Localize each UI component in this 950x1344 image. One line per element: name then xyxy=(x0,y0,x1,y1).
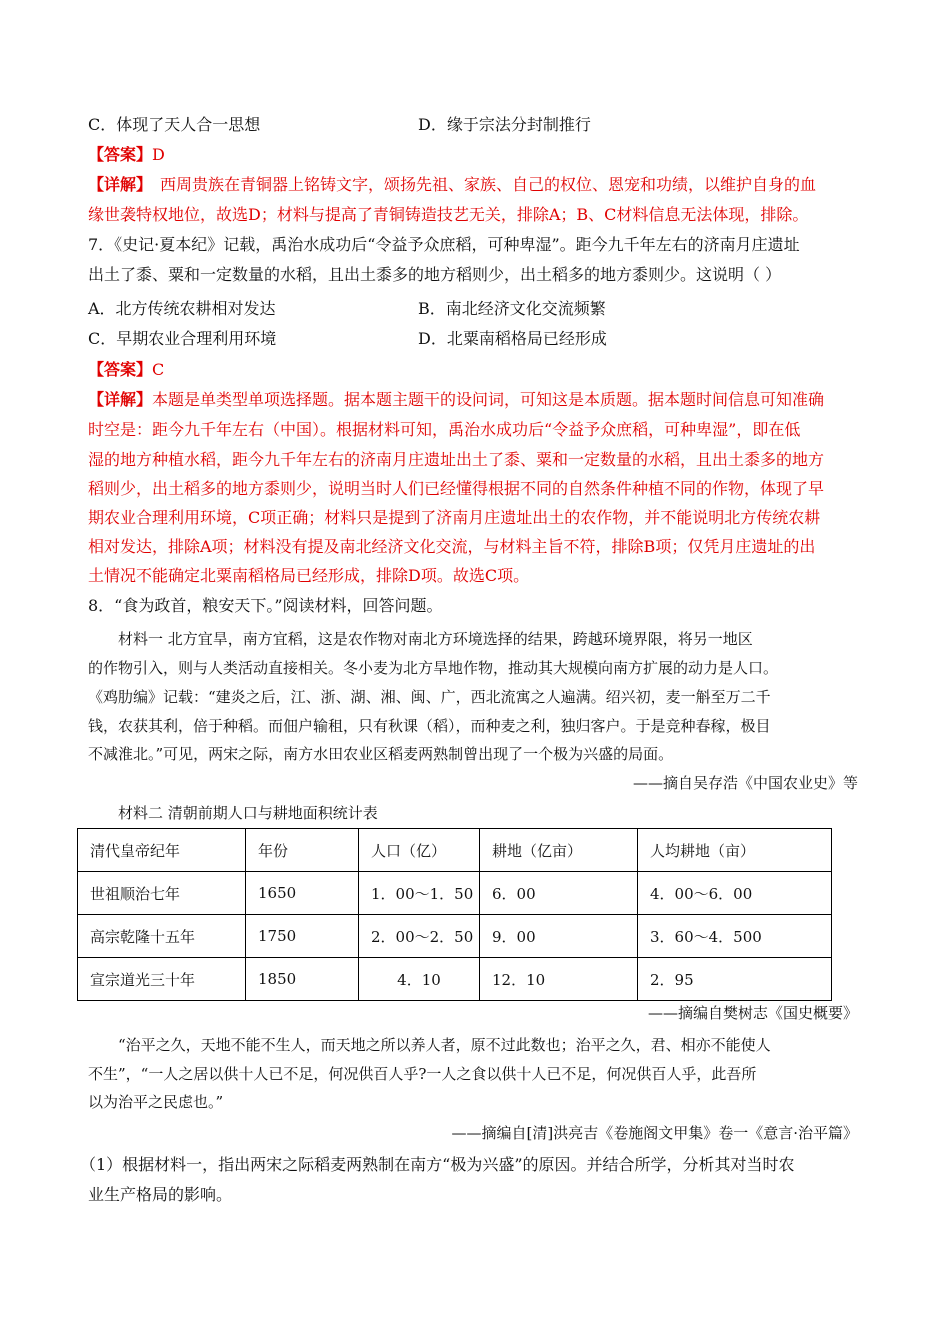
table-header-cell: 年份 xyxy=(246,829,359,872)
q7-option-c: C．早期农业合理利用环境 xyxy=(88,329,277,348)
material2-title: 材料二 清朝前期人口与耕地面积统计表 xyxy=(118,804,378,822)
q7-detail-line-4: 稻则少，出土稻多的地方黍则少，说明当时人们已经懂得根据不同的自然条件种植不同的作物，体现了早 xyxy=(88,479,825,498)
table-cell: 2．95 xyxy=(638,958,832,1001)
q7-detail-line-6: 相对发达，排除A项；材料没有提及南北经济文化交流，与材料主旨不符，排除B项；仅凭月庄遗址的出 xyxy=(88,537,816,556)
q7-detail-line-5: 期农业合理利用环境，C项正确；材料只是提到了济南月庄遗址出土的农作物，并不能说明北方传统农耕 xyxy=(88,508,821,527)
q6-answer xyxy=(88,145,165,165)
quote-source: ——摘编自[清]洪亮吉《卷施阁文甲集》卷一《意言·治平篇》 xyxy=(451,1124,858,1142)
table-cell: 4．00～6．00 xyxy=(638,872,832,915)
q7-detail-line-2: 时空是：距今九千年左右（中国）。根据材料可知，禹治水成功后“令益予众庶稻，可种卑湿”，即在低 xyxy=(88,420,801,439)
q7-detail-line-7: 土情况不能确定北粟南稻格局已经形成，排除D项。故选C项。 xyxy=(88,566,530,585)
q6-option-d: D．缘于宗法分封制推行 xyxy=(418,115,591,134)
table-header-cell: 清代皇帝纪年 xyxy=(78,829,246,872)
material2-source: ——摘编自樊树志《国史概要》 xyxy=(647,1004,858,1022)
sub-question-1-line-2: 业生产格局的影响。 xyxy=(88,1185,233,1204)
table-row xyxy=(78,872,832,915)
table-header-cell: 人均耕地（亩） xyxy=(638,829,832,872)
material1-line-2: 的作物引入，则与人类活动直接相关。冬小麦为北方旱地作物，推动其大规模向南方扩展的动力是人口。 xyxy=(88,659,779,677)
table-cell: 1650 xyxy=(246,872,359,915)
answer-value: D xyxy=(152,145,165,164)
q6-detail-line-2: 缘世袭特权地位，故选D；材料与提高了青铜铸造技艺无关，排除A；B、C材料信息无法体现，排除。 xyxy=(88,205,809,224)
q6-detail-line-1 xyxy=(88,175,816,195)
quote-line-2: 不生”，“一人之居以供十人已不足，何况供百人乎?一人之食以供十人已不足，何况供百人乎，此吾所 xyxy=(88,1065,757,1083)
detail-text: 本题是单类型单项选择题。据本题主题干的设问词，可知这是本质题。据本题时间信息可知准确 xyxy=(152,390,825,409)
material1-line-3: 《鸡肋编》记载：“建炎之后，江、浙、湖、湘、闽、广，西北流寓之人遍满。绍兴初，麦一斛至万二千 xyxy=(88,688,771,706)
quote-line-3: 以为治平之民虑也。” xyxy=(88,1093,224,1111)
table-cell: 1750 xyxy=(246,915,359,958)
table-row xyxy=(78,958,832,1001)
q7-option-a: A．北方传统农耕相对发达 xyxy=(88,299,276,318)
q7-stem-line-1: 7．《史记·夏本纪》记载，禹治水成功后“令益予众庶稻，可种卑湿”。距今九千年左右的济南月庄遗址 xyxy=(88,235,800,254)
material1-line-5: 不减淮北。”可见，两宋之际，南方水田农业区稻麦两熟制曾出现了一个极为兴盛的局面。 xyxy=(88,745,674,763)
q6-option-c: C．体现了天人合一思想 xyxy=(88,115,261,134)
detail-text: 西周贵族在青铜器上铭铸文字，颂扬先祖、家族、自己的权位、恩宠和功绩，以维护自身的血 xyxy=(160,175,817,194)
material1-line-4: 钱，农获其利，倍于种稻。而佃户输租，只有秋课（稻），而种麦之利，独归客户。于是竞种春稼，极目 xyxy=(88,717,771,735)
population-farmland-table xyxy=(77,828,832,1001)
table-cell: 6．00 xyxy=(480,872,638,915)
material1-line-1: 材料一 北方宜旱，南方宜稻，这是农作物对南北方环境选择的结果，跨越环境界限，将另一地区 xyxy=(118,630,753,648)
table-cell: 4．10 xyxy=(359,958,480,1001)
table-cell: 9．00 xyxy=(480,915,638,958)
material1-source: ——摘自吴存浩《中国农业史》等 xyxy=(632,774,858,792)
table-cell: 12．10 xyxy=(480,958,638,1001)
table-header-cell: 耕地（亿亩） xyxy=(480,829,638,872)
table-cell: 1850 xyxy=(246,958,359,1001)
sub-question-1-line-1: （1）根据材料一，指出两宋之际稻麦两熟制在南方“极为兴盛”的原因。并结合所学，分析其对当时农 xyxy=(80,1155,795,1174)
detail-label: 【详解】 xyxy=(88,175,153,194)
table-cell: 世祖顺治七年 xyxy=(78,872,246,915)
answer-label: 【答案】 xyxy=(88,360,153,379)
q7-answer xyxy=(88,360,164,380)
table-cell: 宣宗道光三十年 xyxy=(78,958,246,1001)
table-cell: 1．00～1．50 xyxy=(359,872,480,915)
q7-detail-line-1 xyxy=(88,390,824,410)
q8-stem: 8．“食为政首，粮安天下。”阅读材料，回答问题。 xyxy=(88,596,443,615)
answer-label: 【答案】 xyxy=(88,145,153,164)
table-header-row xyxy=(78,829,832,872)
q7-stem-line-2: 出土了黍、粟和一定数量的水稻，且出土黍多的地方稻则少，出土稻多的地方黍则少。这说明（ ） xyxy=(88,265,782,284)
table-header-cell: 人口（亿） xyxy=(359,829,480,872)
table-cell: 高宗乾隆十五年 xyxy=(78,915,246,958)
quote-line-1: “治平之久，天地不能不生人，而天地之所以养人者，原不过此数也；治平之久，君、相亦不能使人 xyxy=(118,1036,771,1054)
table-cell: 2．00～2．50 xyxy=(359,915,480,958)
table-row xyxy=(78,915,832,958)
detail-label: 【详解】 xyxy=(88,390,153,409)
table-cell: 3．60～4．500 xyxy=(638,915,832,958)
q7-option-d: D．北粟南稻格局已经形成 xyxy=(418,329,607,348)
answer-value: C xyxy=(152,360,165,379)
q7-option-b: B．南北经济文化交流频繁 xyxy=(418,299,606,318)
q7-detail-line-3: 湿的地方种植水稻，距今九千年左右的济南月庄遗址出土了黍、粟和一定数量的水稻，且出土黍多的地方 xyxy=(88,450,825,469)
